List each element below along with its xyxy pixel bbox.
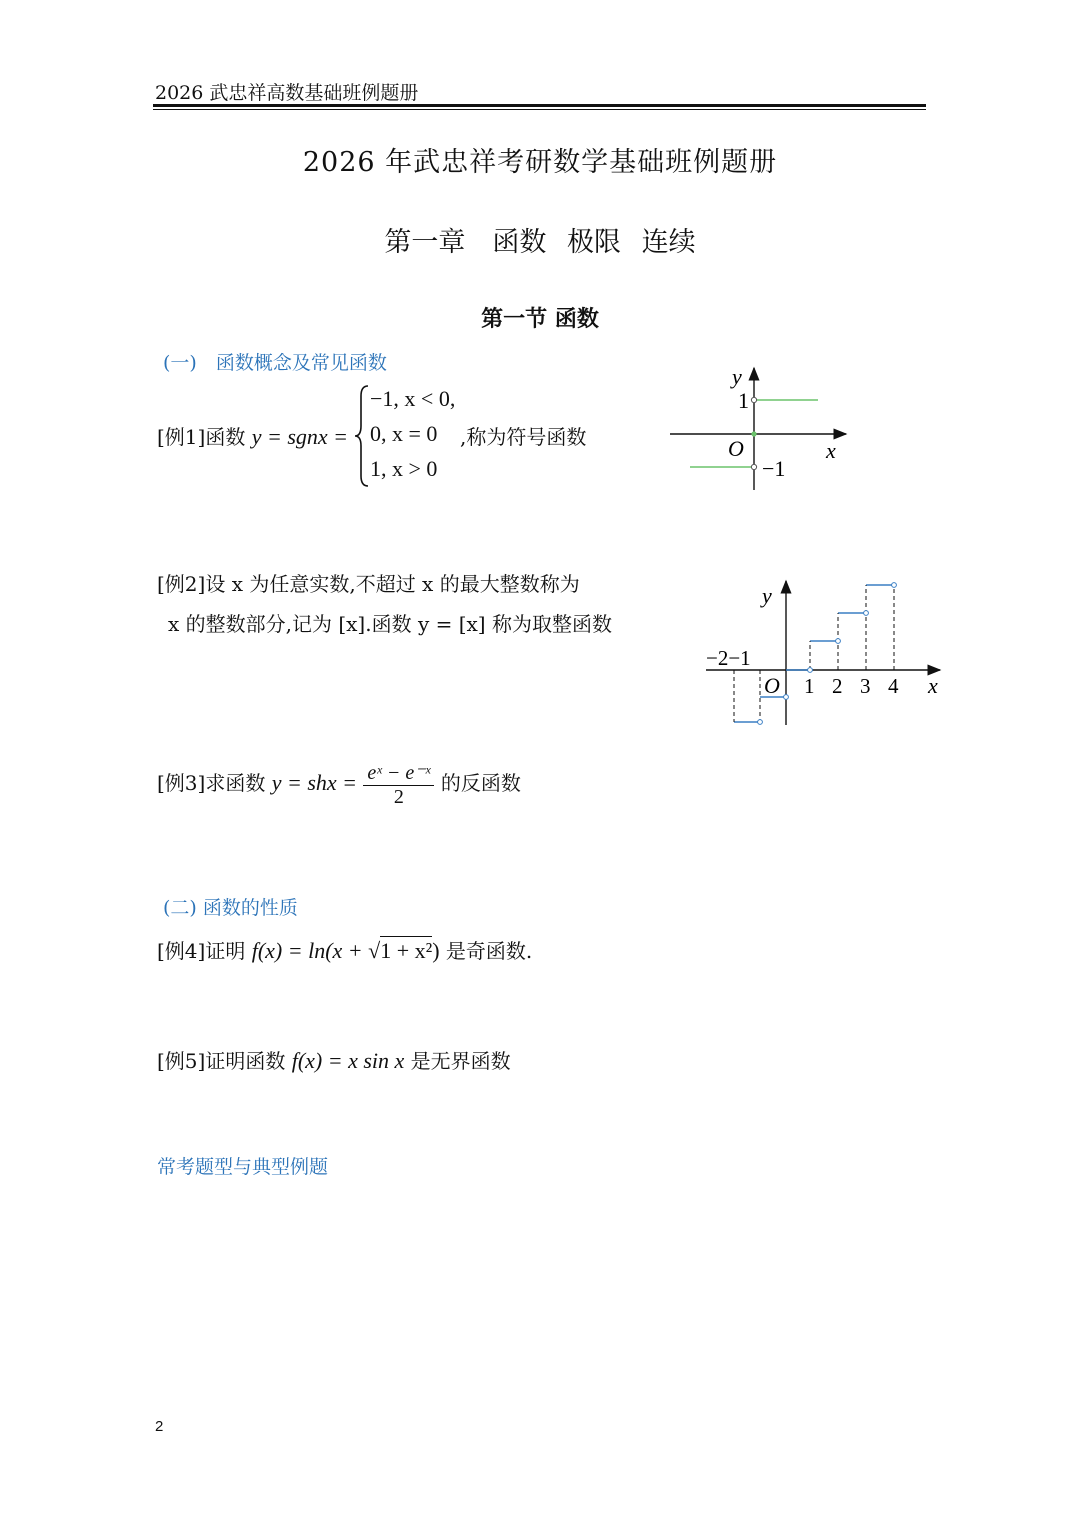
- example-1-lhs: y = sgnx =: [251, 424, 348, 449]
- example-5-tag: [例5]: [157, 1049, 206, 1073]
- example-2-tag: [例2]: [157, 572, 206, 596]
- subsection-heading-3: 常考题型与典型例题: [157, 1156, 329, 1178]
- floor-x-label: x: [928, 673, 938, 698]
- floor-neg-ticks: −2−1: [706, 646, 751, 670]
- example-1-case-1: −1, x < 0,: [370, 386, 456, 411]
- running-header: 2026 武忠祥高数基础班例题册: [155, 82, 419, 104]
- example-4-radicand: 1 + x²: [380, 938, 433, 963]
- example-3-lhs: y = shx =: [271, 770, 357, 795]
- example-1-tail: ,称为符号函数: [460, 425, 587, 449]
- sgn-y-label: y: [732, 364, 742, 389]
- sgn-tick-neg: −1: [762, 456, 786, 481]
- example-3-tag: [例3]: [157, 771, 206, 795]
- sgn-x-label: x: [826, 438, 836, 463]
- floor-tick-1: 1: [804, 674, 815, 698]
- example-5-formula: f(x) = x sin x: [291, 1048, 405, 1073]
- floor-origin-label: O: [764, 673, 780, 698]
- chapter-title: 第一章 函数 极限 连续: [384, 227, 696, 258]
- example-3: [157, 760, 521, 809]
- floor-tick-4: 4: [888, 674, 899, 698]
- sgn-open-point-bottom: [751, 464, 756, 469]
- sgn-open-point-top: [751, 397, 756, 402]
- example-5: [157, 1045, 511, 1074]
- sgn-origin-point: [751, 431, 756, 436]
- example-1: [157, 421, 348, 450]
- floor-tick-3: 3: [860, 674, 871, 698]
- header-rule-thick: [153, 104, 926, 107]
- example-2-line-2: x 的整数部分,记为 [x].函数 y = [x] 称为取整函数: [168, 612, 612, 636]
- example-1-brace: [354, 384, 370, 488]
- sgn-origin-label: O: [728, 436, 744, 461]
- example-3-numerator: eˣ − e⁻ˣ: [363, 760, 434, 786]
- page-number: 2: [155, 1418, 164, 1435]
- example-4: [157, 935, 532, 964]
- example-3-denominator: 2: [393, 786, 404, 808]
- document-title: 2026 年武忠祥考研数学基础班例题册: [302, 147, 778, 178]
- example-3-tail: 的反函数: [440, 771, 521, 795]
- sgn-tick-pos: 1: [738, 388, 749, 413]
- example-3-lead: 求函数: [205, 771, 266, 795]
- subsection-heading-1: (一) 函数概念及常见函数: [163, 352, 387, 374]
- example-5-lead: 证明函数: [205, 1049, 286, 1073]
- floor-y-label: y: [762, 583, 772, 608]
- subsection-heading-2: (二) 函数的性质: [163, 897, 298, 919]
- example-2-text-1: 设 x 为任意实数,不超过 x 的最大整数称为: [205, 572, 580, 596]
- example-1-case-3: 1, x > 0: [370, 456, 438, 481]
- sqrt-sign: √: [368, 938, 381, 963]
- header-rule-thin: [153, 109, 926, 110]
- example-4-lead: 证明: [205, 939, 246, 963]
- example-1-lead: 函数: [205, 425, 246, 449]
- example-4-tag: [例4]: [157, 939, 206, 963]
- example-1-tag: [例1]: [157, 425, 206, 449]
- example-2-line-1: [157, 568, 580, 597]
- sgn-graph: [660, 362, 860, 497]
- example-4-formula-b: ): [432, 938, 440, 963]
- floor-graph: [700, 575, 948, 735]
- example-1-case-2: 0, x = 0: [370, 421, 438, 446]
- example-4-formula-a: f(x) = ln(x +: [251, 938, 369, 963]
- section-title: 第一节 函数: [481, 306, 599, 332]
- example-5-tail: 是无界函数: [410, 1049, 511, 1073]
- example-4-tail: 是奇函数.: [445, 939, 533, 963]
- example-3-fraction: [363, 760, 434, 809]
- floor-tick-2: 2: [832, 674, 843, 698]
